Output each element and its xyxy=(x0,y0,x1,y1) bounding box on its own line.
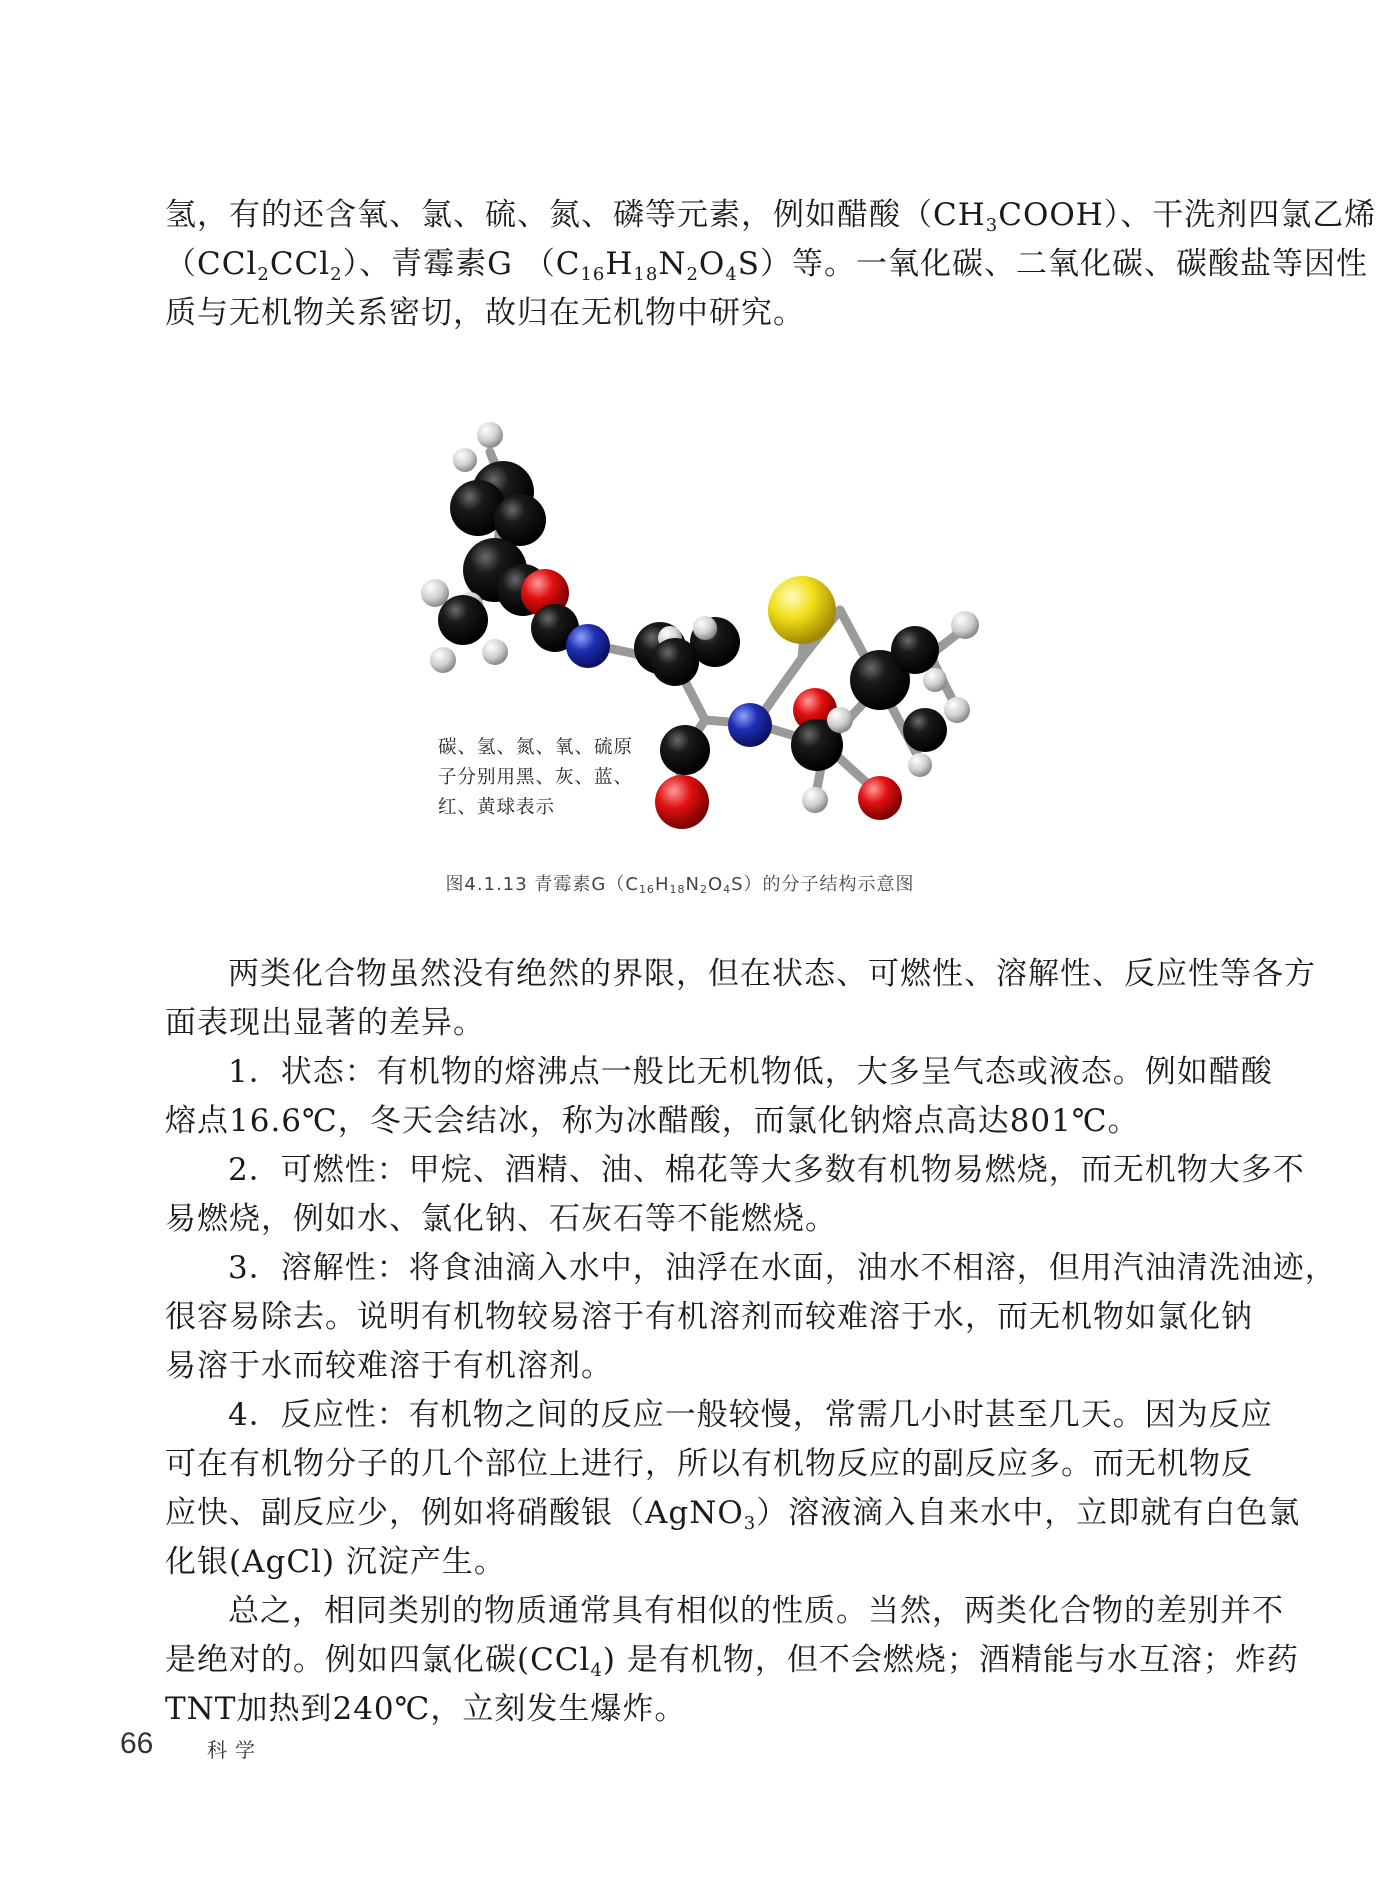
text-line: 两类化合物虽然没有绝然的界限，但在状态、可燃性、溶解性、反应性等各方 xyxy=(228,956,1316,992)
text-line: （CCl$_2$CCl$_2$）、青霉素G $(C_{16}H_{18}N_2O_4S)$等。一氧化碳、二氧化碳、碳酸盐等因性 xyxy=(165,246,1369,285)
state-paragraph xyxy=(165,1048,1273,1146)
figure-caption: 图4.1.13 青霉素$G(C_{16}H_{18}N_2O_4S)$的分子结构示意图 xyxy=(445,874,915,896)
text-line: 面表现出显著的差异。 xyxy=(165,1005,485,1041)
summary-paragraph xyxy=(165,1587,1299,1734)
text-line: TNT加热到240℃，立刻发生爆炸。 xyxy=(165,1691,687,1727)
intro-paragraph xyxy=(165,191,1376,338)
text-line: 应快、副反应少，例如将硝酸银（AgNO$_3$）溶液滴入自来水中，立即就有白色氯 xyxy=(165,1495,1301,1534)
flammability-paragraph xyxy=(165,1146,1305,1244)
text-line: 化银(AgCl) 沉淀产生。 xyxy=(165,1544,506,1580)
text-line: 熔点16.6℃，冬天会结冰，称为冰醋酸，而氯化钠熔点高达801℃。 xyxy=(165,1103,1140,1139)
text-line: 很容易除去。说明有机物较易溶于有机溶剂而较难溶于水，而无机物如氯化钠 xyxy=(165,1299,1253,1335)
figure-note xyxy=(438,733,638,823)
subject-label: 科学 xyxy=(207,1738,263,1762)
text-line: 质与无机物关系密切，故归在无机物中研究。 xyxy=(165,295,805,331)
note-line: 子分别用黑、灰、蓝、 xyxy=(438,767,634,788)
note-line: 碳、氢、氮、氧、硫原 xyxy=(438,737,634,758)
text-line: 1．状态：有机物的熔沸点一般比无机物低，大多呈气态或液态。例如醋酸 xyxy=(228,1054,1273,1090)
text-line: 3．溶解性：将食油滴入水中，油浮在水面，油水不相溶，但用汽油清洗油迹， xyxy=(228,1250,1337,1286)
note-line: 红、黄球表示 xyxy=(438,797,556,818)
text-line: 易燃烧，例如水、氯化钠、石灰石等不能燃烧。 xyxy=(165,1201,837,1237)
text-line: 易溶于水而较难溶于有机溶剂。 xyxy=(165,1348,613,1384)
comparison-intro-paragraph xyxy=(165,950,1316,1048)
text-line: 可在有机物分子的几个部位上进行，所以有机物反应的副反应多。而无机物反 xyxy=(165,1446,1253,1482)
text-line: 4．反应性：有机物之间的反应一般较慢，常需几小时甚至几天。因为反应 xyxy=(228,1397,1273,1433)
text-line: 2．可燃性：甲烷、酒精、油、棉花等大多数有机物易燃烧，而无机物大多不 xyxy=(228,1152,1305,1188)
text-line: 氢，有的还含氧、氯、硫、氮、磷等元素，例如醋酸$(CH_3COOH)$、干洗剂四氯乙烯 xyxy=(165,197,1376,236)
text-line: 总之，相同类别的物质通常具有相似的性质。当然，两类化合物的差别并不 xyxy=(228,1593,1284,1629)
reactivity-paragraph xyxy=(165,1391,1301,1587)
text-line: 是绝对的。例如四氯化碳(CCl$_4$) 是有机物，但不会燃烧；酒精能与水互溶；炸药 xyxy=(165,1642,1299,1681)
page-number: 66 xyxy=(120,1727,154,1760)
solubility-paragraph xyxy=(165,1244,1337,1391)
